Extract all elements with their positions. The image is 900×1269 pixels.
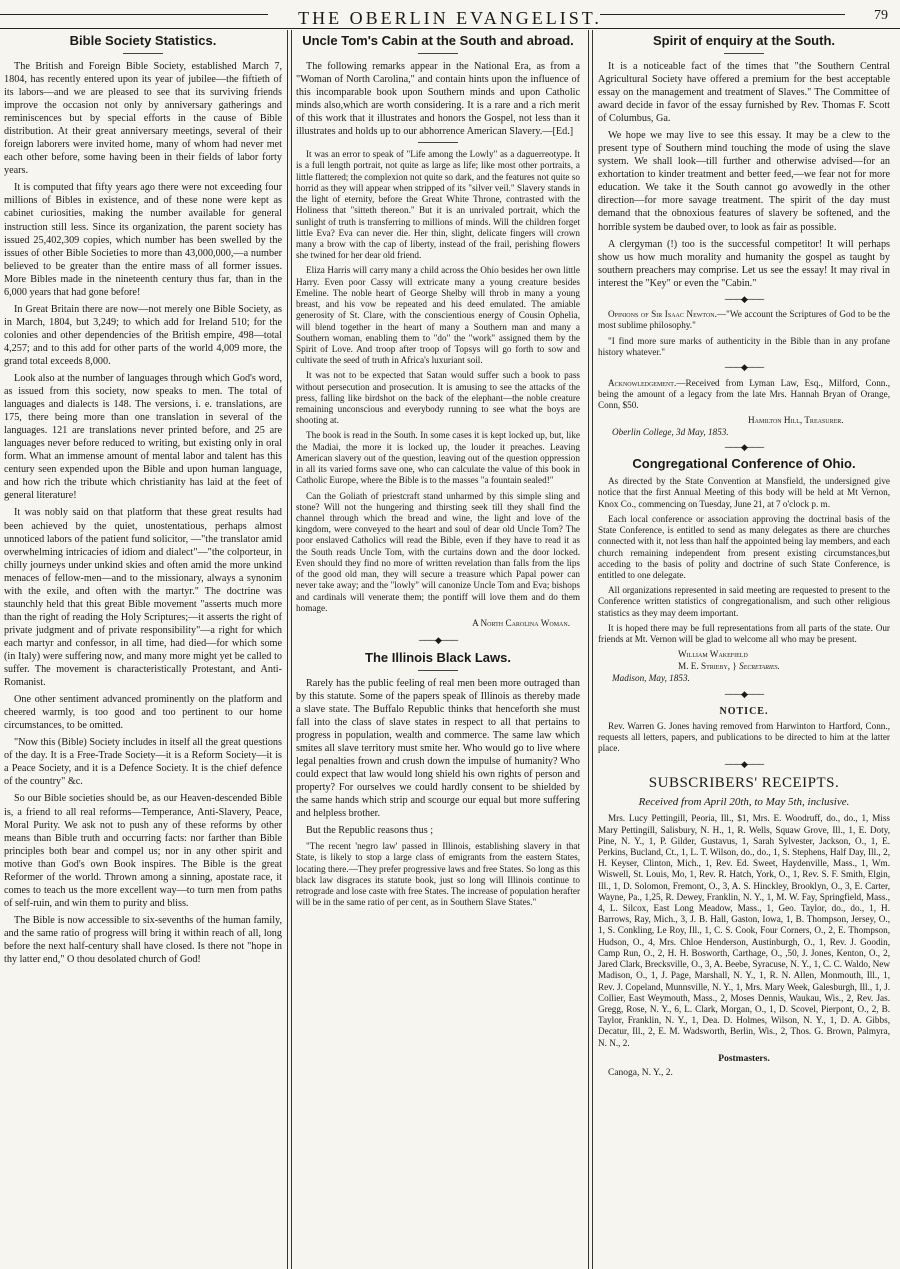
receipts-list: Mrs. Lucy Pettingill, Peoria, Ill., $1, Mrs. E. Woodruff, do., do., 1, Miss Mary Pettingill, Salisbury, N. H., 1, R. Wells, Squaw Grove, Ill., 1, E. Doty, Pine, N. Y., 1, P. Gilder, Gustavus, 1, Sarah Sylvester, Jackson, O., 1, E. Perkins, Bucland, Ct., 1, L. T. Wilson, do., do., 1, S. Stephens, Half Day, Ill., 2, H. Keyser, Clinton, Mich., 1, Rev. Ed. Sweet, Haydenville, Mass., 1, Wm. Wiswell, St. Louis, Mo, 1, Rev. R. Hatch, York, O., 1, Rev. S. F. Smith, Elgin, Ill., 1, D. Solomon, Fremont, O., 3, A. S. Hinckley, Brooklyn, O., 3, E. Carter, Wayne, Pa., 1,25, R. Dewey, Franklin, N. Y., 1, M. W. Fay, Springfield, Mass., 4, L. Silcox, East Long Meadow, Mass., 1, Geo. Taylor, do., do., 1, H. Barrows, Ray, Mich., 3, J. B. Hall, Gaston, Iowa, 1, B. Thompson, Jersey, O., 1, S. Conkling, Le Roy, Ill., 1, C. S. Cook, Four Corners, O., 2, E. Thompson, Hudson, O., 4, Mrs. Chloe Henderson, Austinburgh, O., 1, Rev. J. Goodin, Camp Run, O., 2, H. H. Bosworth, Carthage, O., ,50, J. Jones, Kenton, O., 2, Jared Clark, Brecksville, O., 3, A. Beebe, Syracuse, N. Y., 1, C. C. Waldo, New Madison, O., 1, J. Page, Marshall, N. Y., 1, R. N. Allen, Monmouth, Ill., 1, Rev. J. Copeland, Munnsville, N. Y., 1, Mrs. Mary Week, Galesburgh, Ill., 1, J. Collier, East Weymouth, Mass., 2, Moses Dennis, Waukau, Wis., 2, Rev. Jas. Gregg, Rose, N. Y., 6, L. Clark, Morgan, O., 1, D. Scovel, Pierpont, O., 2, B. Taylor, Franklin, N. Y., 1, Dea. D. Holmes, Wilson, N. Y., 1, D. A. Gibbs, Decatur, Ill., 2, E. M. Wadsworth, Berlin, Wis., 2, Thos. G. Brown, Palmyra, N. N., 2. bbox=[598, 813, 890, 1048]
paragraph: "Now this (Bible) Society includes in itself all the great questions of the day. It is a Free-Trade Society—it is a Reform Society—it is a Peace Society, and it is a Defence Society. It is the chief defence of the country" &c. bbox=[4, 737, 282, 788]
paragraph: Each local conference or association approving the doctrinal basis of the State Conference, is entitled to send as many delegates as there are churches connected with it, not less than half the appointed being lay members, and each church remaining independent from present existing circumstances,but acceding to the basis of polity and doctrine of such State Conference, is entitled to one delegate. bbox=[598, 513, 890, 580]
paragraph: So our Bible societies should be, as our Heaven-descended Bible is, a friend to all real reforms—Temperance, Anti-Slavery, Peace, Moral Purity. We ask not to push any of these reforms by other means than Bible truth and occurring facts: nor farther than Bible principles both bear and compel us; nor in any other spirit and motive than God's own Book inspires. The Bible is the great Reformer of the world. Thrown among a sinning, apostate race, it comes to teach us the more excellent way—to turn men from paths of self-ruin, and win them to purity and bliss. bbox=[4, 793, 282, 909]
notice-text: Rev. Warren G. Jones having removed from Harwinton to Hartford, Conn., requests all letters, papers, and publications to be directed to him at the latter place. bbox=[598, 720, 890, 754]
paragraph: But the Republic reasons thus ; bbox=[306, 825, 434, 837]
newton-label: Opinions of Sir Isaac Newton. bbox=[608, 309, 717, 320]
heading-rule bbox=[123, 53, 163, 54]
paragraph: The following remarks appear in the National Era, as from a "Woman of North Carolina," and contain hints upon the influence of this incomparable book upon Southern minds and upon Catholic minds also,which are worth considering. It is a rare and a rich merit of this work that it illustrates and honors the Gospel, not less than it illustrates and holds up to our abhorrence American Slavery.—[Ed.] bbox=[296, 60, 580, 138]
newton-quote-second: "I find more sure marks of authenticity in the Bible than in any profane history whatever." bbox=[598, 335, 890, 357]
acknowledgement bbox=[598, 378, 890, 412]
secretary-name-text: M. E. Strieby, bbox=[678, 661, 731, 672]
ack-place: Oberlin College, 3d May, 1853. bbox=[612, 426, 729, 437]
column-separator bbox=[287, 30, 292, 1269]
column-right bbox=[598, 32, 890, 1269]
divider-rule bbox=[418, 142, 458, 143]
paragraph: Eliza Harris will carry many a child across the Ohio besides her own little Harry. Even poor Cassy will extricate many a young creature besides Emeline. The noble heart of George Shelby will throb in many a young breast, and his vow be repeated and his deed emulated. The amiable generosity of St. Clare, with the conscientious energy of Cousin Ophelia, will blend together in the heart of many a Southern man and many a Southern woman, enabling them to "do" the "work" assigned them by the Spirit of Love. And troop after troop of Topsys will go forth to sow and cultivate the seed of truth in Africa's luxuriant soil. bbox=[296, 265, 580, 366]
paragraph: It was nobly said on that platform that these great results had been achieved by the quiet, unostentatious, perhaps almost unnoticed labors of the patient fund solicitor, —"the translator amid overwhelming intricacies of idiom and dialect"—"the colporteur, in chilly journeys under unkind skies and often amid the more unkind menaces of fellow-men—and to the missionary, always a synonim with the exile, and often with the martyr." The doctrine was staunchly held that this great Bible movement "asserts much more than the right of reading the Holy Scriptures;—it asserts the right of private judgment and of private responsibility"—a right for which each martyr and confessor, in all time, had died—for which some (in Italy) were suffering now, and many more might yet be called to suffer. The movement is characteristically Protestant, and Anti-Romanist. bbox=[4, 507, 282, 689]
conference-place: Madison, May, 1853. bbox=[612, 672, 690, 683]
newspaper-title: THE OBERLIN EVANGELIST. bbox=[298, 8, 602, 28]
column-left bbox=[4, 32, 282, 1269]
ornament-divider: ───◆─── bbox=[724, 758, 764, 769]
notice-heading: NOTICE. bbox=[719, 706, 769, 718]
receipts-subheading: Received from April 20th, to May 5th, inclusive. bbox=[638, 796, 850, 809]
article-heading-bible-society: Bible Society Statistics. bbox=[69, 33, 217, 48]
postmaster-entry: Canoga, N. Y., 2. bbox=[608, 1068, 673, 1079]
ack-signature: Hamilton Hill, Treasurer. bbox=[748, 415, 844, 426]
heading-rule bbox=[418, 670, 458, 671]
heading-rule bbox=[418, 53, 458, 54]
ornament-divider: ───◆─── bbox=[418, 635, 458, 646]
heading-rule bbox=[724, 53, 764, 54]
paragraph: It is computed that fifty years ago there were not exceeding four millions of Bibles in existence, and of these none were kept as cabinet curiosities, making the number available for general instruction still less. Since its organization, the parent society has issued 25,402,309 copies, which number has been swelled by the issues of other Bible Societies to more than 43,000,000,—a number believed to be greater than the entire mass of all former issues. More Bibles made in the nineteenth century thus far, than in the 6,000 years that had gone before! bbox=[4, 182, 282, 298]
ornament-divider: ───◆─── bbox=[724, 293, 764, 304]
column-middle bbox=[296, 32, 580, 1269]
paragraph: It is hoped there may be full representations from all parts of the state. Our friends at Mt. Vernon will be glad to welcome all who may be present. bbox=[598, 622, 890, 645]
secretaries-role: Secretaries. bbox=[739, 661, 780, 672]
conference-secretaries bbox=[598, 649, 890, 684]
paragraph: It was an error to speak of "Life among the Lowly" as a daguerreotype. It is a full length portrait, not quite as large as life; like most other portraits, a little flattered; the complexion not quite so dark, and the features not quite so horrid as they will appear when stripped of its "silver veil." Slavery stands in the light of eternity, before the Great White Throne, contrasted with the Holiness that "sitteth thereon." But it is an unrivaled portrait, which the sunlight of truth is transferring to millions of minds. Will the children forget little Eva? Eva can never die. Her thin, slight, delicate fingers will crown many a brow with the cap of liberty, instead of the frail, perishing flowers she twined for her dear old friend. bbox=[296, 149, 580, 261]
paragraph: As directed by the State Convention at Mansfield, the undersigned give notice that the first Annual Meeting of this body will be held at Mt Vernon, Knox Co., commencing on Tuesday, June 21, at 7 o'clock p. m. bbox=[598, 476, 890, 509]
paragraph: The book is read in the South. In some cases it is kept locked up, but, like the Madiai, the more it is locked up, the louder it preaches. Leaving American slavery out of the question, leaving out of the question oppression in all its varied forms save one, who can calculate the value of this book in Catholic Europe, where the Bible is to the masses "a fountain sealed!" bbox=[296, 430, 580, 486]
paragraph: One other sentiment advanced prominently on the platform and cheered warmly, is too good and too pertinent to our home circumstances, to be omitted. bbox=[4, 694, 282, 732]
paragraph: It is a noticeable fact of the times that "the Southern Central Agricultural Society have offered a premium for the best acceptable essay on the management and treatment of Slaves." The Committee of award decide in favor of the essay furnished by Rev. Thomas F. Scott of Columbus, Ga. bbox=[598, 60, 890, 125]
ornament-divider: ───◆─── bbox=[724, 441, 764, 452]
ornament-divider: ───◆─── bbox=[724, 362, 764, 373]
article-heading-conference: Congregational Conference of Ohio. bbox=[632, 456, 856, 472]
paragraph: "The recent 'negro law' passed in Illinois, establishing slavery in that State, is likely to stop a large class of emigrants from the eastern States, locating there.—They prefer progressive laws and free States. So long as this black law disgraces its statute book, just so long will Illinois continue to retrograde and lose caste with free States. The increase of population herafter will be in the same ratio of per cent, as in Southern Slave States." bbox=[296, 841, 580, 908]
paragraph: It was not to be expected that Satan would suffer such a book to pass without persecution and prosecution. It is amusing to see the attacks of the press, falling like birdshot on the back of the elephant—the noble creature remaining unconscious and everybody running to see what the boys are shooting at. bbox=[296, 370, 580, 426]
paragraph: Rarely has the public feeling of real men been more outraged than by this statute. Some of the papers speak of Illinois as thereby made a slave state. The Buffalo Republic thinks that henceforth she must fall into the class of slave states in respect to all that pertains to progress in population, wealth and commerce. The same law which smites all slave territory must smite her. Who would go to live where legal penalties frown and crush down the impulse of humanity? Who could expect that law would long shield his own rights of person and property? For ourselves we could hardly consent to be shielded by the same hands which strip and scourge our equal but more suffering and helpless brother. bbox=[296, 677, 580, 820]
paragraph: All organizations represented in said meeting are requested to present to the Conference written statistics of congregationalism, and such other religious statistics as they may deem important. bbox=[598, 585, 890, 618]
secretary-name: William Wakefield bbox=[678, 649, 748, 660]
page-number: 79 bbox=[874, 8, 888, 23]
newton-text: —"We account the Scriptures of God to be the most sublime philosophy." bbox=[598, 309, 890, 331]
masthead-rule-right bbox=[600, 14, 845, 15]
paragraph: A clergyman (!) too is the successful competitor! It will perhaps show us how much morality and humanity the gospel as taught by southern preachers may comprise. Let us see the essay! It may rival in interest the "Key" or even the "Cabin." bbox=[598, 238, 890, 289]
paragraph: Look also at the number of languages through which God's word, as issued from this society, now speaks to men. The total of languages and dialects is 148. The versions, i. e. translations, are 175, there being more than one translation in several of the languages. 121 are translations never printed before, and 25 are languages never before reduced to writing, but existing only in oral form. What an immense amount of mental labor and talent has this century seen expended upon the Bible and upon human language, and how rich the tribute which christianity has laid at the feet of general literature! bbox=[4, 373, 282, 502]
newton-quote bbox=[598, 309, 890, 331]
paragraph: In Great Britain there are now—not merely one Bible Society, as in March, 1804, but 3,249; to which add for Ireland 510; for the colonies and other dependencies of the British empire, 498—total 4,257; and to this add for other parts of the world 4,009 more, the grand total exceeds 8,000. bbox=[4, 303, 282, 367]
article-heading-uncle-tom: Uncle Tom's Cabin at the South and abroad. bbox=[302, 33, 574, 48]
paragraph: The British and Foreign Bible Society, established March 7, 1804, has recently entered upon its year of jubilee—the fiftieth of its labors—and we are pleased to see that its surviving friends improve the occasion not only by anniversary gatherings and reminiscences but by special efforts in the cause of Bible distribution. At their great anniversary meetings, several of their foreign laborers were invited home, many of whom had never met each other before, some having been in their fields of labor forty years. bbox=[4, 60, 282, 177]
paragraph: The Bible is now accessible to six-sevenths of the human family, and the same ratio of progress will bring it within reach of all, long before the next half-century shall have closed. Is there not "hope in thy latter end," O thou desolated church of God! bbox=[4, 914, 282, 966]
receipts-heading: SUBSCRIBERS' RECEIPTS. bbox=[648, 775, 840, 792]
ornament-divider: ───◆─── bbox=[724, 688, 764, 699]
ack-label: Acknowledgement. bbox=[608, 377, 677, 388]
article-heading-spirit-enquiry: Spirit of enquiry at the South. bbox=[653, 33, 835, 48]
ack-text: —Received from Lyman Law, Esq., Milford, Conn., being the amount of a legacy from the late Mrs. Hannah Bryan of Orange, Conn, $50. bbox=[598, 377, 890, 411]
secretary-name: M. E. Strieby, } Secretaries. bbox=[678, 661, 780, 672]
postmasters-heading: Postmasters. bbox=[718, 1053, 770, 1064]
article-signature: A North Carolina Woman. bbox=[472, 617, 570, 628]
paragraph: We hope we may live to see this essay. It may be a clew to the present type of Southern mind touching the mode of using the slave system. We shall look—till further and otherwise advised—for an exhortation to kinder treatment and better feed,—we fear not for more education. We take it the South cannot go avowedly in the other direction—for more savage treatment. The spirit of the day must demand that the obnoxious features of slavery be softened, and the horrible system be daubed over, to look as fair as possible. bbox=[598, 130, 890, 233]
masthead bbox=[0, 0, 900, 29]
article-heading-illinois: The Illinois Black Laws. bbox=[365, 649, 511, 665]
column-separator bbox=[588, 30, 593, 1269]
paragraph: Can the Goliath of priestcraft stand unharmed by this simple sling and stone? Will not the hungering and thirsting seek till they shall find the channel through which the bread and wine, the light and love of the kingdom, were conveyed to the heart and soul of dear old Uncle Tom? The poor enslaved Catholics will read the Bible, even if they have to read it as the South reads Uncle Tom, with the curtains down and the door locked. Even should they find no more of written revelation than falls from the lips of the good old man, they will secure a treasure which Papal power can never take away; and the "lowly" will canonize Uncle Tom and Eva; bishops and cardinals will venerate them; the pontiff will love them and do them homage. bbox=[296, 490, 580, 613]
